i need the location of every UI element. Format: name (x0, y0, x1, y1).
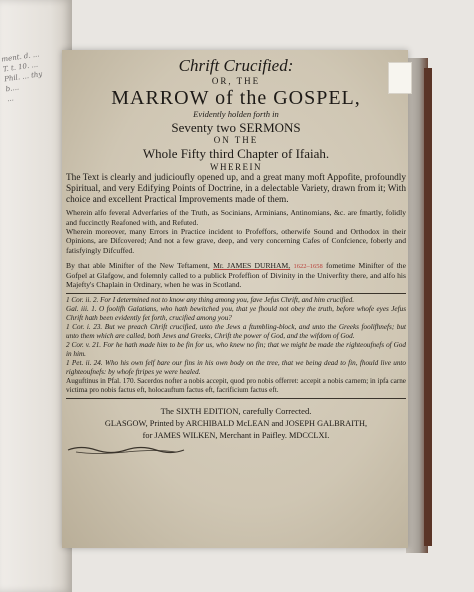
title-main: Chrift Crucified: (178, 56, 294, 75)
title-evidently: Evidently holden forth in (193, 109, 279, 119)
manuscript-line: ment. d. ... (0, 50, 40, 64)
author-date-annotation: 1622–1658 (293, 262, 323, 270)
citation: 1 Pet. ii. 24. Who his own felf bare our fins in his own body on the tree, that we being dead to fin, fhould live unto righteoufnefs: by whofe ftripes ye were healed. (66, 358, 406, 376)
book-binding (424, 68, 432, 546)
title-or: OR, THE (211, 76, 261, 86)
paper-tab-marker (388, 62, 412, 94)
divider-rule (66, 398, 406, 399)
paragraph-adversaries: Wherein alfo feveral Adverfaries of the Truth, as Socinians, Arminians, Antinomians, &c. are fmartly, folidly and fuccinctly Reafoned with, and Refuted. (66, 208, 406, 227)
author-statement (66, 261, 406, 290)
manuscript-line: Phil. ... thy (3, 70, 43, 84)
manuscript-line: T. t. 10. ... (2, 60, 39, 74)
citation: 2 Cor. v. 21. For he hath made him to be fin for us, who knew no fin; that we might be made the righteoufnefs of God in him. (66, 340, 406, 358)
title-chapter: Whole Fifty third Chapter of Ifaiah. (142, 146, 330, 161)
citation-augustine: Auguftinus in Pfal. 170. Sacerdos nofter a nobis accepit, quod pro nobis offerret: accepit a nobis carnem; in ipfa carne victima pro nobis factus eft, holocauftum factus eft, facrificium factus eft. (66, 376, 406, 394)
edition-statement: The SIXTH EDITION, carefully Corrected. (160, 405, 312, 416)
citation: 1 Cor. i. 23. But we preach Chrift crucified, unto the Jews a ftumbling-block, and unto the Greeks foolifhnefs; but unto them which are called, both Jews and Greeks, Chrift the power of God, and the wifdom of God. (66, 322, 406, 340)
manuscript-note (1, 46, 71, 104)
manuscript-line: ... (6, 94, 15, 104)
title-page (62, 50, 408, 548)
printer-ornament (66, 445, 186, 455)
title-on-the: ON THE (213, 135, 259, 145)
manuscript-line: b.... (5, 83, 20, 94)
imprint-line-2: for JAMES WILKEN, Merchant in Paifley. MDCCLXI. (142, 430, 330, 440)
title-sermons: Seventy two SERMONS (171, 120, 301, 135)
divider-rule (66, 293, 406, 294)
author-name: Mr. JAMES DURHAM, (213, 260, 291, 270)
title-page-text (66, 56, 406, 460)
author-prefix: By that able Minifter of the New Teftament, (66, 260, 210, 270)
author-suffix: fometime Minifter of the Gofpel at Glafgow, and folemnly called to a publick Profeffion of Divinity in the Univerfity there, and alfo his Majefty's Chaplain in Ordinary, when he was in Scotland. (66, 260, 406, 290)
paragraph-errors: Wherein moreover, many Errors in Practice incident to Profeffors, otherwife Sound and Orthodox in their Opinions, are Difcovered; And not a few grave, deep, and very concerning Cafes of Confcience, foberly and fatisfyingly Difcuffed. (66, 226, 406, 255)
imprint-line-1: GLASGOW, Printed by ARCHIBALD McLEAN and JOSEPH GALBRAITH, (104, 418, 368, 428)
citation: 1 Cor. ii. 2. For I determined not to know any thing among you, fave Jefus Chrift, and him crucified. (66, 295, 355, 304)
title-subtitle: MARROW of the GOSPEL, (111, 87, 361, 109)
paragraph-text-opened: The Text is clearly and judicioufly opened up, and a great many moft Appofite, profoundly Spiritual, and very Edifying Points of Doctrine, in a delectable Variety, drawn from it; With choice and excellent Practical Improvements made of them. (66, 173, 406, 205)
citation: Gal. iii. 1. O foolifh Galatians, who hath bewitched you, that ye fhould not obey the truth, before whofe eyes Jefus Chrift hath been evidently fet forth, crucified among you? (66, 304, 406, 322)
title-wherein: WHEREIN (210, 162, 262, 172)
